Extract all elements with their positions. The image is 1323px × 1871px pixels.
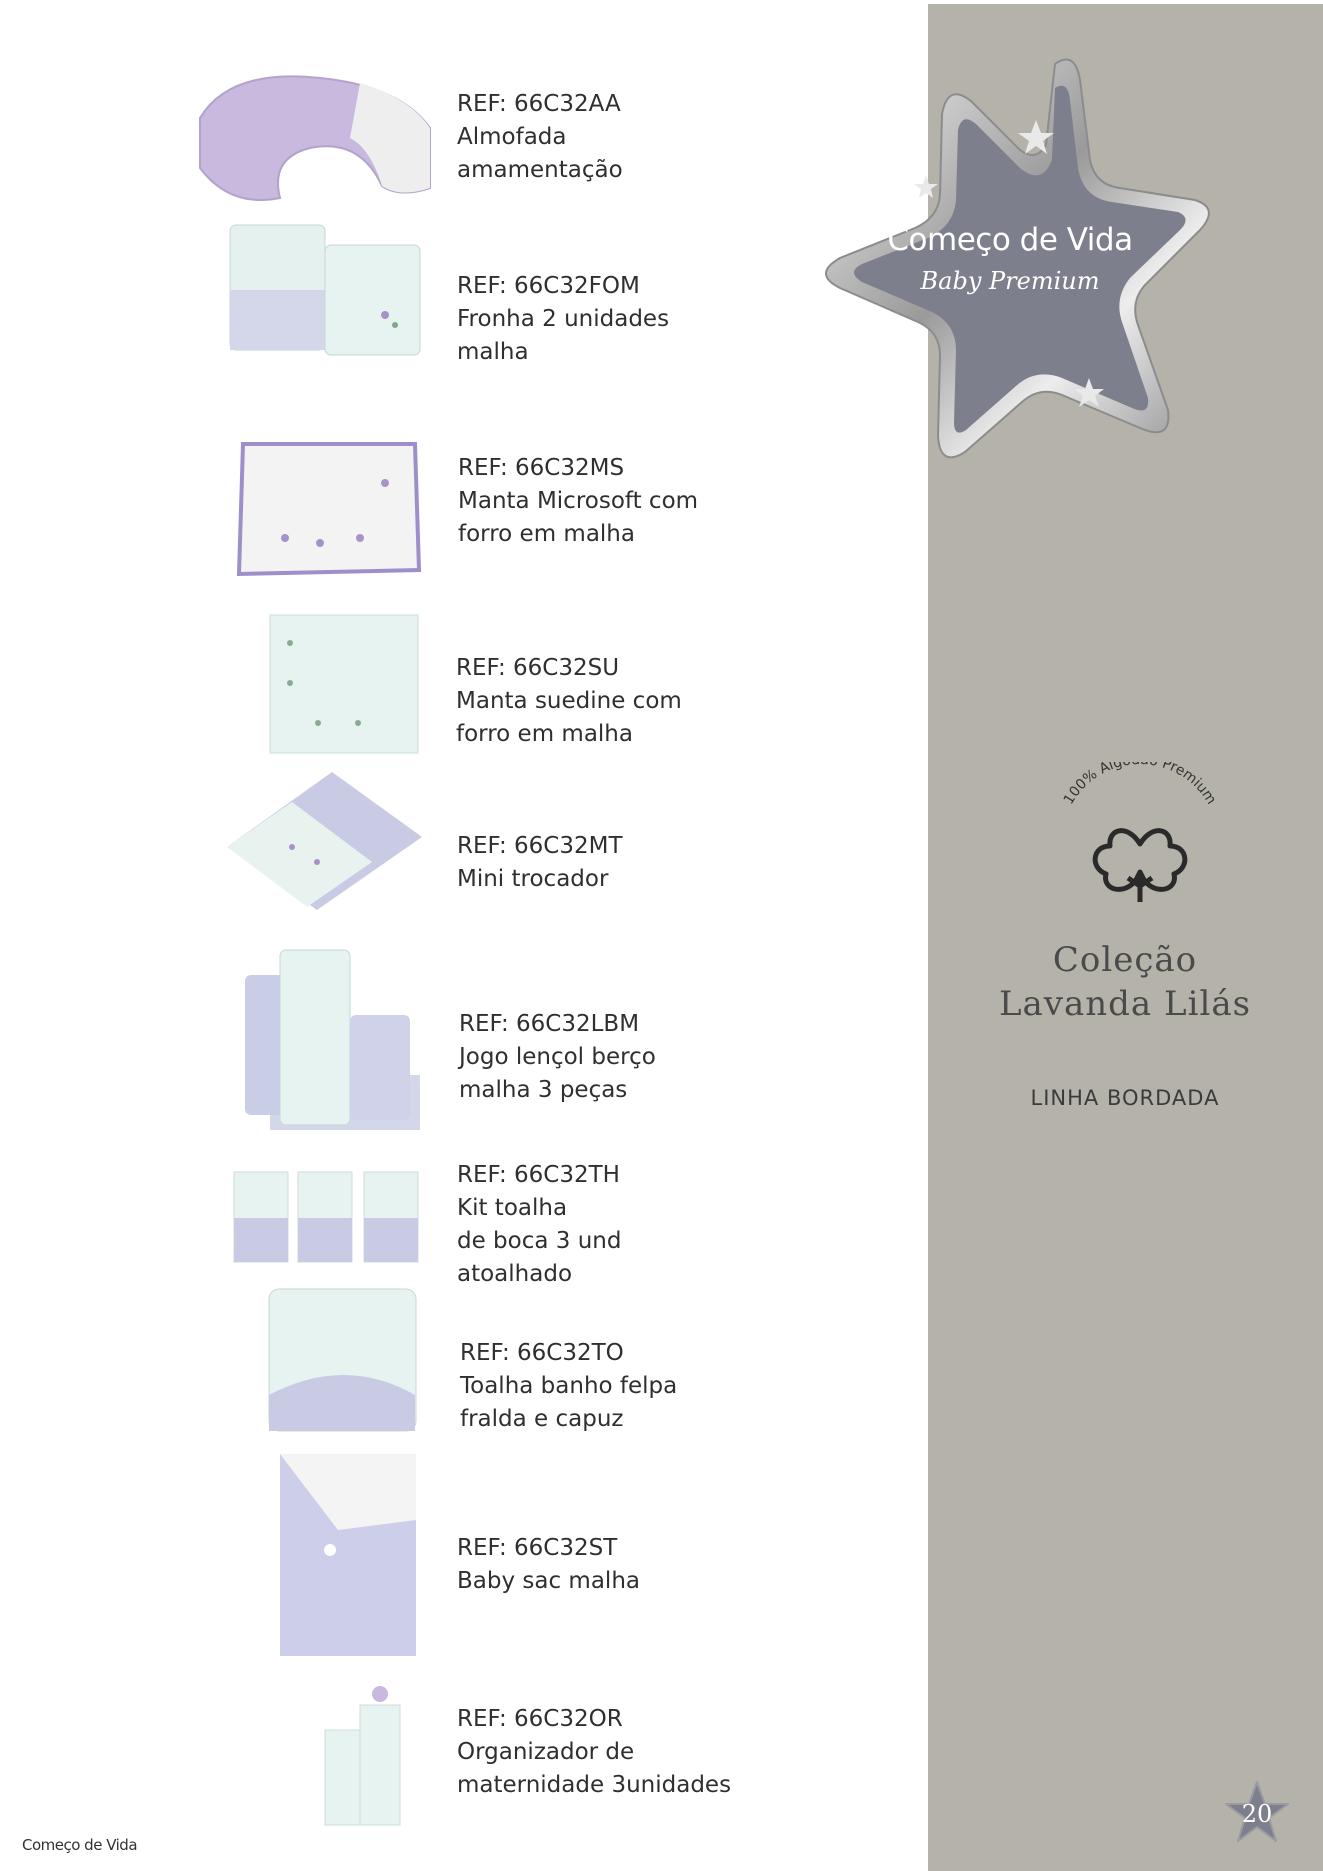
product-ref: REF: 66C32FOM xyxy=(457,273,640,299)
product-image-mini-changer xyxy=(222,762,427,912)
product-desc: malha xyxy=(457,339,529,365)
product-item xyxy=(457,830,623,896)
product-desc: amamentação xyxy=(457,157,623,183)
product-desc: fralda e capuz xyxy=(460,1406,624,1432)
product-ref: REF: 66C32MT xyxy=(457,833,623,859)
product-desc: Almofada xyxy=(457,124,567,150)
product-image-crib-sheet-set xyxy=(240,945,425,1135)
product-desc: Manta suedine com xyxy=(456,688,682,714)
product-desc: Mini trocador xyxy=(457,866,609,892)
product-ref: REF: 66C32SU xyxy=(456,655,620,681)
product-image-microsoft-blanket xyxy=(235,438,425,578)
product-item xyxy=(458,452,698,551)
collection-title xyxy=(935,940,1315,1024)
product-desc: atoalhado xyxy=(457,1261,573,1287)
product-image-maternity-organizer xyxy=(320,1680,430,1830)
product-image-suedine-blanket xyxy=(268,613,420,756)
product-desc: Jogo lençol berço xyxy=(459,1044,656,1070)
brand-star-logo xyxy=(800,50,1220,470)
product-item xyxy=(457,1159,621,1291)
product-image-bath-towel xyxy=(265,1285,420,1435)
product-ref: REF: 66C32MS xyxy=(458,455,625,481)
product-desc: forro em malha xyxy=(456,721,633,747)
cotton-flower-icon xyxy=(1040,762,1240,912)
footer-brand: Começo de Vida xyxy=(22,1836,138,1854)
product-item xyxy=(460,1337,677,1436)
collection-subtitle: LINHA BORDADA xyxy=(1030,1086,1220,1110)
product-ref: REF: 66C32TO xyxy=(460,1340,624,1366)
collection-title-line1: Coleção xyxy=(1052,940,1198,980)
product-ref: REF: 66C32TH xyxy=(457,1162,620,1188)
svg-text:100% Algodão Premium xyxy=(1061,762,1219,807)
product-desc: Fronha 2 unidades xyxy=(457,306,670,332)
collection-title-line2: Lavanda Lilás xyxy=(998,984,1252,1024)
product-image-pillowcase xyxy=(225,220,435,360)
product-desc: malha 3 peças xyxy=(459,1077,628,1103)
product-ref: REF: 66C32LBM xyxy=(459,1011,640,1037)
product-desc: Baby sac malha xyxy=(457,1568,640,1594)
page-number: 20 xyxy=(1241,1800,1273,1828)
product-desc: Kit toalha xyxy=(457,1195,568,1221)
product-item xyxy=(456,652,682,751)
product-image-burp-towels xyxy=(232,1170,422,1265)
product-desc: Organizador de xyxy=(457,1739,635,1765)
product-desc: Toalha banho felpa xyxy=(460,1373,678,1399)
product-item xyxy=(457,270,669,369)
cotton-badge xyxy=(1040,762,1240,912)
brand-name: Começo de Vida xyxy=(887,222,1133,258)
product-item xyxy=(457,1532,640,1598)
product-image-nursing-pillow xyxy=(170,58,440,208)
product-desc: maternidade 3unidades xyxy=(457,1772,732,1798)
product-image-baby-sac xyxy=(278,1450,418,1660)
product-ref: REF: 66C32ST xyxy=(457,1535,618,1561)
product-item xyxy=(457,88,623,187)
product-item xyxy=(457,1703,731,1802)
product-desc: Manta Microsoft com xyxy=(458,488,699,514)
product-item xyxy=(459,1008,656,1107)
product-desc: forro em malha xyxy=(458,521,635,547)
product-ref: REF: 66C32AA xyxy=(457,91,621,117)
product-ref: REF: 66C32OR xyxy=(457,1706,623,1732)
star-icon xyxy=(800,50,1220,470)
brand-tagline: Baby Premium xyxy=(920,267,1100,295)
product-desc: de boca 3 und xyxy=(457,1228,622,1254)
cotton-badge-text: 100% Alg Premium xyxy=(1060,762,1220,808)
